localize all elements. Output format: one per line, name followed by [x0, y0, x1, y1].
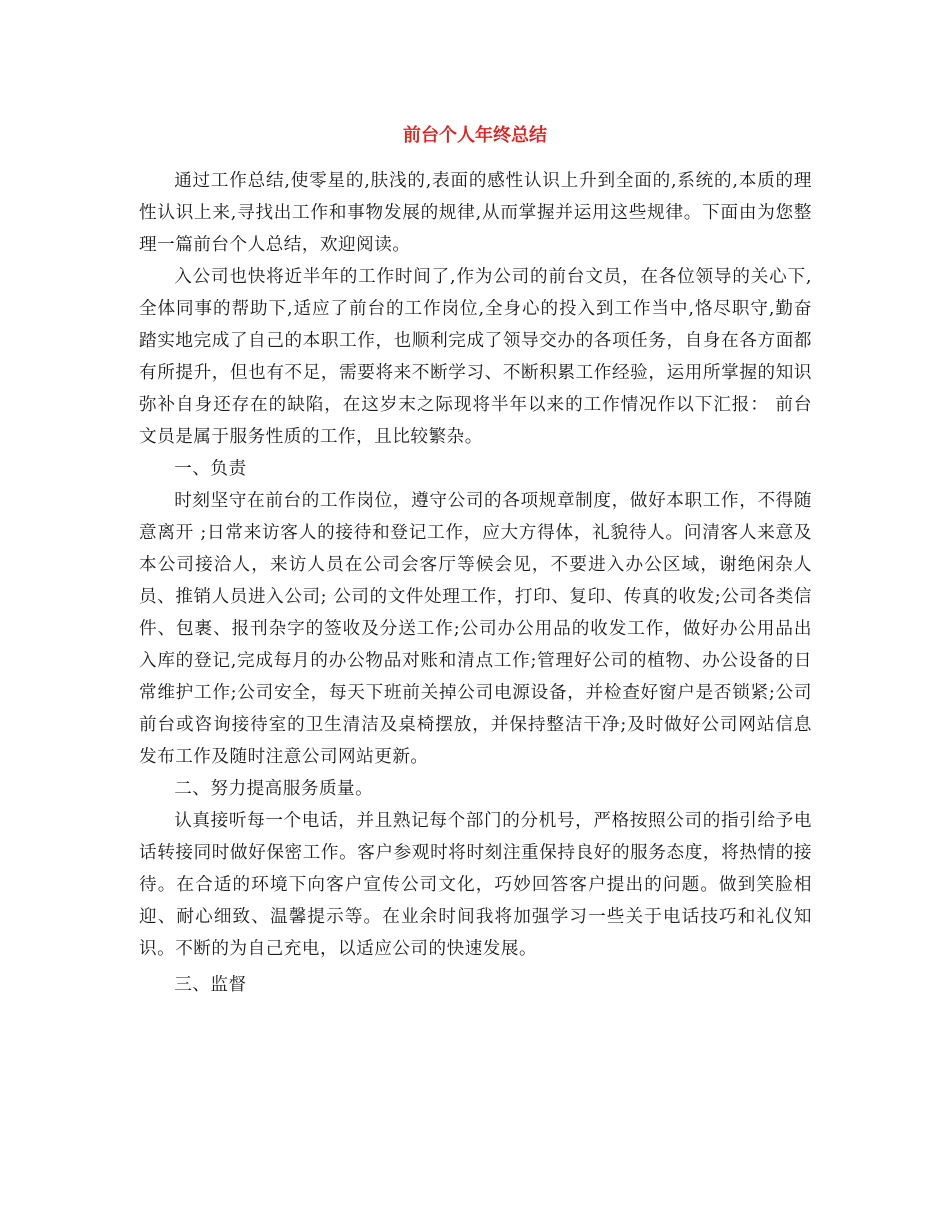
paragraph-intro: 通过工作总结,使零星的,肤浅的,表面的感性认识上升到全面的,系统的,本质的理性认识上来,寻找出工作和事物发展的规律,从而掌握并运用这些规律。下面由为您整理一篇前台个人总结，欢迎阅读。 [139, 171, 812, 255]
document-title: 前台个人年终总结 [403, 125, 547, 146]
section-heading-supervision: 三、监督 [174, 975, 247, 995]
document-body [139, 159, 812, 1001]
paragraph-responsibility: 时刻坚守在前台的工作岗位，遵守公司的各项规章制度，做好本职工作，不得随意离开 ;日常来访客人的接待和登记工作，应大方得体，礼貌待人。问清客人来意及本公司接洽人，来访人员在公司会客厅等候会见，不要进入办公区域，谢绝闲杂人员、推销人员进入公司; 公司的文件处理工作，打印、复印、传真的收发;公司各类信件、包裹、报刊杂字的签收及分送工作;公司办公用品的收发工作，做好办公用品出入库的登记,完成每月的办公物品对账和清点工作;管理好公司的植物、办公设备的日常维护工作;公司安全，每天下班前关掉公司电源设备，并检查好窗户是否锁紧;公司前台或咨询接待室的卫生清洁及桌椅摆放，并保持整洁干净;及时做好公司网站信息发布工作及随时注意公司网站更新。 [139, 491, 812, 767]
paragraph-service-quality: 认真接听每一个电话，并且熟记每个部门的分机号，严格按照公司的指引给予电话转接同时做好保密工作。客户参观时将时刻注重保持良好的服务态度，将热情的接待。在合适的环境下向客户宣传公司文化，巧妙回答客户提出的问题。做到笑脸相迎、耐心细致、温馨提示等。在业余时间我将加强学习一些关于电话技巧和礼仪知识。不断的为自己充电，以适应公司的快速发展。 [139, 811, 812, 959]
paragraph-overview: 入公司也快将近半年的工作时间了,作为公司的前台文员，在各位领导的关心下,全体同事的帮助下,适应了前台的工作岗位,全身心的投入到工作当中,恪尽职守,勤奋踏实地完成了自己的本职工作，也顺利完成了领导交办的各项任务，自身在各方面都有所提升，但也有不足，需要将来不断学习、不断积累工作经验，运用所掌握的知识弥补自身还存在的缺陷，在这岁末之际现将半年以来的工作情况作以下汇报： 前台文员是属于服务性质的工作，且比较繁杂。 [139, 267, 812, 447]
section-heading-service-quality: 二、努力提高服务质量。 [174, 779, 374, 799]
section-heading-responsibility: 一、负责 [174, 459, 247, 479]
